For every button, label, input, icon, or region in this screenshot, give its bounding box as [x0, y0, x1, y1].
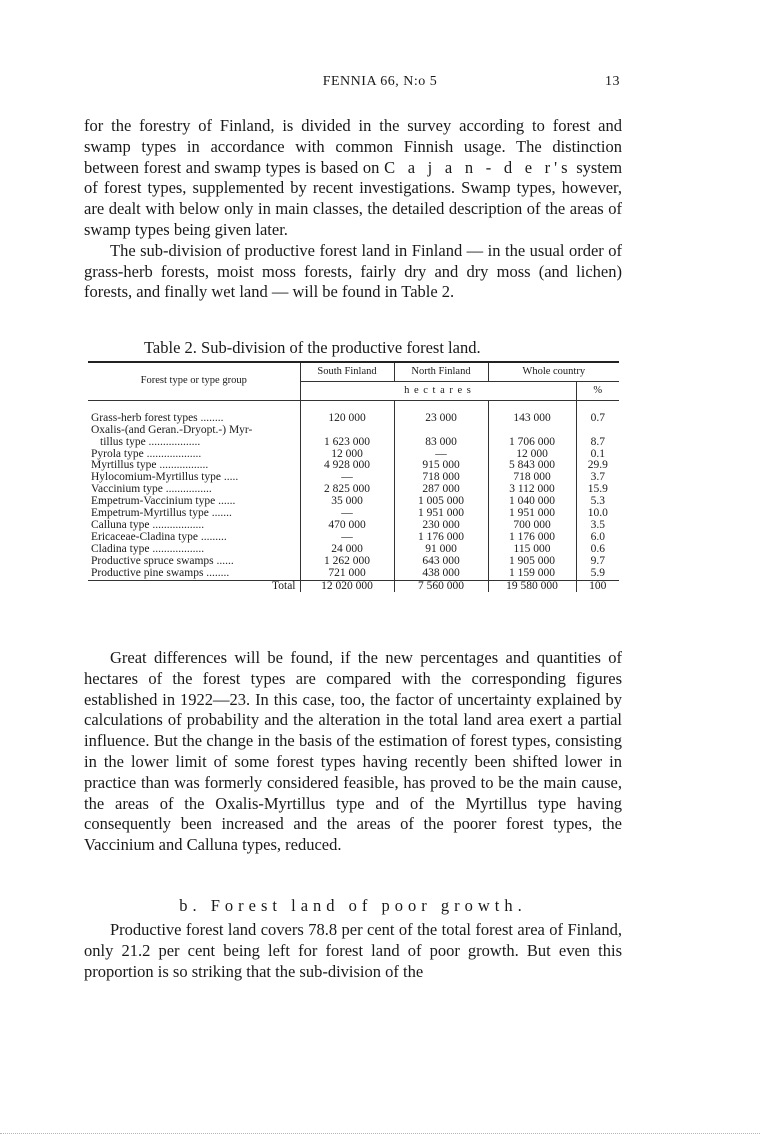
- cell-north: 1 176 000: [394, 532, 488, 544]
- header-whole-country: Whole country: [488, 362, 619, 381]
- paragraph-differences: Great differences will be found, if the new percentages and quantities of hectares of the forest types are compared with the corresponding figures established in 1922—23. In this case, too, the factor of uncertainty explained by calculations of probability and the alteration in the total land area exert a partial influence. But the change in the basis of the estimation of forest types, consisting in the lower limit of some forest types having recently been shifted lower in practice than was formerly considered feasible, has proved to be the main cause, the areas of the Oxalis-Myrtillus type and of the Myrtillus type having consequently been increased and the areas of the poorer forest types, the Vaccinium and Calluna types, reduced.: [84, 648, 622, 855]
- cell-north: 23 000: [394, 413, 488, 425]
- table-row: [88, 568, 619, 580]
- comparison-text: [84, 648, 622, 856]
- row-label: Empetrum-Vaccinium type ......: [91, 495, 236, 508]
- cell-whole: 143 000: [488, 413, 576, 425]
- cell-whole: 5 843 000: [488, 460, 576, 472]
- total-north: 7 560 000: [394, 580, 488, 592]
- paragraph-poor-growth: Productive forest land covers 78.8 per cent of the total forest area of Finland, only 21.2 per cent being left for forest land of poor growth. But even this proportion is so striking that the sub-division of the: [84, 920, 622, 981]
- forest-land-table: [88, 361, 619, 592]
- cell-whole: 718 000: [488, 472, 576, 484]
- paragraph-part: system of forest types, supplemented by recent investigations. Swamp types, however, are dealt with below only in main classes, the detailed description of the areas of swamp types being given later.: [84, 157, 623, 239]
- cell-percent: 10.0: [576, 508, 619, 520]
- cell-south: [300, 425, 394, 437]
- table-row: [88, 437, 619, 449]
- cell-percent: 0.6: [576, 544, 619, 556]
- cell-south: 1 623 000: [300, 437, 394, 449]
- row-label: Cladina type ..................: [91, 542, 205, 555]
- cell-south: —: [300, 532, 394, 544]
- cell-north: —: [394, 449, 488, 461]
- table-row: [88, 413, 619, 425]
- header-south-finland: South Finland: [300, 362, 394, 381]
- row-label: Productive spruce swamps ......: [91, 554, 234, 567]
- table-row: [88, 532, 619, 544]
- paragraph-part: for the forestry of Finland, is divided in the survey according to forest and swamp types in accordance with common Finnish usage. The distinction between forest and swamp types is based on: [84, 116, 622, 177]
- cell-percent: 5.3: [576, 496, 619, 508]
- cell-north: 287 000: [394, 484, 488, 496]
- row-label: tillus type ..................: [100, 435, 201, 448]
- cell-whole: 1 905 000: [488, 556, 576, 568]
- cell-north: 1 005 000: [394, 496, 488, 508]
- cell-south: 35 000: [300, 496, 394, 508]
- total-label: Total: [88, 580, 300, 592]
- author-name-spaced: C a j a n - d e r's: [384, 157, 572, 177]
- cell-whole: 1 706 000: [488, 437, 576, 449]
- cell-north: 718 000: [394, 472, 488, 484]
- cell-south: 12 000: [300, 449, 394, 461]
- cell-whole: [488, 425, 576, 437]
- cell-south: —: [300, 508, 394, 520]
- cell-south: 470 000: [300, 520, 394, 532]
- cell-percent: 15.9: [576, 484, 619, 496]
- cell-whole: 700 000: [488, 520, 576, 532]
- cell-percent: 3.7: [576, 472, 619, 484]
- cell-whole: 1 040 000: [488, 496, 576, 508]
- poor-growth-text: [84, 920, 622, 982]
- row-label: Ericaceae-Cladina type .........: [91, 530, 227, 543]
- total-row: [88, 580, 619, 592]
- row-label: Myrtillus type .................: [91, 459, 209, 472]
- cell-whole: 3 112 000: [488, 484, 576, 496]
- cell-percent: 6.0: [576, 532, 619, 544]
- table-container: [88, 361, 619, 592]
- header-north-finland: North Finland: [394, 362, 488, 381]
- row-label: Oxalis-(and Geran.-Dryopt.-) Myr-: [91, 423, 253, 436]
- paragraph-forestry: [84, 116, 622, 241]
- cell-whole: 1 176 000: [488, 532, 576, 544]
- cell-percent: 29.9: [576, 460, 619, 472]
- cell-whole: 1 159 000: [488, 568, 576, 580]
- cell-south: 24 000: [300, 544, 394, 556]
- row-label: Vaccinium type ................: [91, 483, 212, 496]
- cell-south: 4 928 000: [300, 460, 394, 472]
- scan-edge-line: [0, 1133, 760, 1135]
- table-row: [88, 556, 619, 568]
- cell-south: —: [300, 472, 394, 484]
- row-label: Hylocomium-Myrtillus type .....: [91, 471, 239, 484]
- cell-whole: 1 951 000: [488, 508, 576, 520]
- cell-north: 91 000: [394, 544, 488, 556]
- row-label: Calluna type ..................: [91, 518, 205, 531]
- header-unit-hectares: h e c t a r e s: [300, 381, 576, 400]
- header-forest-type: Forest type or type group: [88, 362, 300, 400]
- journal-title: FENNIA 66, N:o 5: [322, 74, 438, 89]
- cell-percent: 3.5: [576, 520, 619, 532]
- section-heading: b. Forest land of poor growth.: [179, 896, 527, 915]
- cell-north: [394, 425, 488, 437]
- total-whole: 19 580 000: [488, 580, 576, 592]
- cell-north: 1 951 000: [394, 508, 488, 520]
- cell-percent: [576, 425, 619, 437]
- intro-text: [84, 116, 622, 303]
- cell-whole: 115 000: [488, 544, 576, 556]
- cell-whole: 12 000: [488, 449, 576, 461]
- row-label: Empetrum-Myrtillus type .......: [91, 507, 232, 520]
- table-row: [88, 425, 619, 437]
- cell-south: 721 000: [300, 568, 394, 580]
- header-percent: %: [576, 381, 619, 400]
- cell-percent: 5.9: [576, 568, 619, 580]
- cell-north: 915 000: [394, 460, 488, 472]
- cell-south: 120 000: [300, 413, 394, 425]
- cell-percent: 0.1: [576, 449, 619, 461]
- row-label: Pyrola type ...................: [91, 447, 202, 460]
- cell-north: 643 000: [394, 556, 488, 568]
- cell-south: 1 262 000: [300, 556, 394, 568]
- paragraph-subdivision: The sub-division of productive forest land in Finland — in the usual order of grass-herb forests, moist moss forests, fairly dry and dry moss (and lichen) forests, and finally wet land — will be found in Table 2.: [84, 240, 622, 302]
- cell-percent: 0.7: [576, 413, 619, 425]
- total-south: 12 020 000: [300, 580, 394, 592]
- cell-north: 230 000: [394, 520, 488, 532]
- table-row: [88, 544, 619, 556]
- cell-north: 438 000: [394, 568, 488, 580]
- total-percent: 100: [576, 580, 619, 592]
- cell-north: 83 000: [394, 437, 488, 449]
- row-label: Productive pine swamps ........: [91, 566, 230, 579]
- cell-percent: 9.7: [576, 556, 619, 568]
- cell-percent: 8.7: [576, 437, 619, 449]
- page-number: 13: [605, 74, 620, 89]
- running-head: [0, 74, 760, 94]
- table-caption: Table 2. Sub-division of the productive forest land.: [144, 338, 481, 357]
- cell-south: 2 825 000: [300, 484, 394, 496]
- row-label: Grass-herb forest types ........: [91, 411, 224, 424]
